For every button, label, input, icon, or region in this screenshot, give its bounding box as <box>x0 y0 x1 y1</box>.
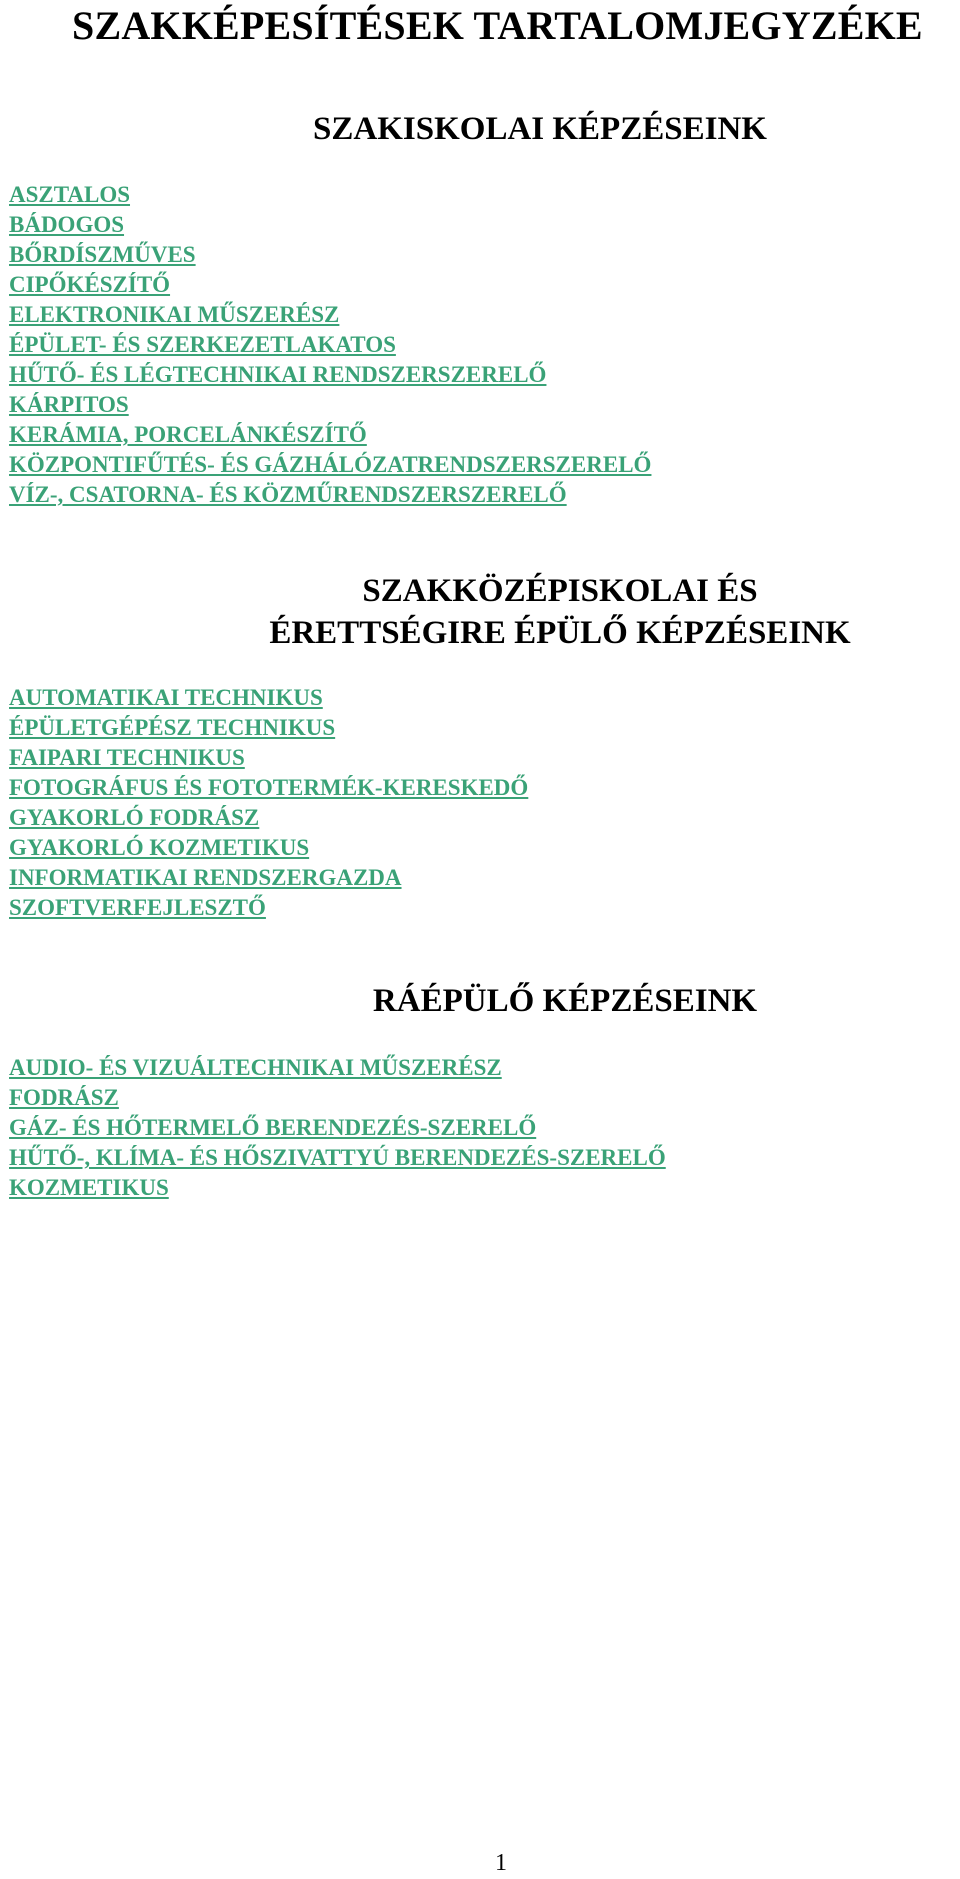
course-link[interactable]: CIPŐKÉSZÍTŐ <box>9 272 171 297</box>
course-link[interactable]: BÁDOGOS <box>9 212 125 237</box>
page-number: 1 <box>495 1850 507 1876</box>
list-item <box>9 1053 666 1083</box>
list-item <box>9 893 528 923</box>
course-link[interactable]: KERÁMIA, PORCELÁNKÉSZÍTŐ <box>9 422 367 447</box>
course-link[interactable]: KÖZPONTIFŰTÉS- ÉS GÁZHÁLÓZATRENDSZERSZERELŐ <box>9 452 652 477</box>
course-link[interactable]: SZOFTVERFEJLESZTŐ <box>9 895 266 920</box>
course-link[interactable]: INFORMATIKAI RENDSZERGAZDA <box>9 865 402 890</box>
list-item <box>9 683 528 713</box>
list-item <box>9 1083 666 1113</box>
course-link[interactable]: FOTOGRÁFUS ÉS FOTOTERMÉK-KERESKEDŐ <box>9 775 529 800</box>
course-list-raepulo <box>9 1053 666 1203</box>
list-item <box>9 1113 666 1143</box>
section-heading-line: SZAKKÖZÉPISKOLAI ÉS <box>362 573 758 609</box>
course-link[interactable]: VÍZ-, CSATORNA- ÉS KÖZMŰRENDSZERSZERELŐ <box>9 482 567 507</box>
course-link[interactable]: BŐRDÍSZMŰVES <box>9 242 196 267</box>
list-item <box>9 300 651 330</box>
course-link[interactable]: HŰTŐ- ÉS LÉGTECHNIKAI RENDSZERSZERELŐ <box>9 362 547 387</box>
course-link[interactable]: ÉPÜLET- ÉS SZERKEZETLAKATOS <box>9 332 396 357</box>
course-link[interactable]: FAIPARI TECHNIKUS <box>9 745 245 770</box>
course-list-szakiskolai <box>9 180 651 510</box>
list-item <box>9 480 651 510</box>
list-item <box>9 420 651 450</box>
list-item <box>9 863 528 893</box>
list-item <box>9 713 528 743</box>
list-item <box>9 803 528 833</box>
list-item <box>9 1143 666 1173</box>
course-link[interactable]: GÁZ- ÉS HŐTERMELŐ BERENDEZÉS-SZERELŐ <box>9 1115 537 1140</box>
section-heading-raepulo: RÁÉPÜLŐ KÉPZÉSEINK <box>372 983 758 1019</box>
course-link[interactable]: ASZTALOS <box>9 182 131 207</box>
course-link[interactable]: ELEKTRONIKAI MŰSZERÉSZ <box>9 302 340 327</box>
course-link[interactable]: AUTOMATIKAI TECHNIKUS <box>9 685 323 710</box>
list-item <box>9 450 651 480</box>
list-item <box>9 390 651 420</box>
course-link[interactable]: ÉPÜLETGÉPÉSZ TECHNIKUS <box>9 715 336 740</box>
list-item <box>9 180 651 210</box>
list-item <box>9 743 528 773</box>
course-link[interactable]: KOZMETIKUS <box>9 1175 169 1200</box>
course-link[interactable]: HŰTŐ-, KLÍMA- ÉS HŐSZIVATTYÚ BERENDEZÉS-SZERELŐ <box>9 1145 666 1170</box>
section-heading-szakkozepiskolai <box>235 570 885 654</box>
section-heading-szakiskolai: SZAKISKOLAI KÉPZÉSEINK <box>313 111 767 147</box>
course-link[interactable]: GYAKORLÓ FODRÁSZ <box>9 805 260 830</box>
course-list-szakkozepiskolai <box>9 683 528 923</box>
course-link[interactable]: KÁRPITOS <box>9 392 129 417</box>
list-item <box>9 270 651 300</box>
list-item <box>9 833 528 863</box>
course-link[interactable]: GYAKORLÓ KOZMETIKUS <box>9 835 310 860</box>
list-item <box>9 360 651 390</box>
list-item <box>9 210 651 240</box>
list-item <box>9 1173 666 1203</box>
page-title: SZAKKÉPESÍTÉSEK TARTALOMJEGYZÉKE <box>72 3 923 48</box>
course-link[interactable]: AUDIO- ÉS VIZUÁLTECHNIKAI MŰSZERÉSZ <box>9 1055 502 1080</box>
section-heading-line: ÉRETTSÉGIRE ÉPÜLŐ KÉPZÉSEINK <box>269 615 851 651</box>
list-item <box>9 773 528 803</box>
list-item <box>9 240 651 270</box>
list-item <box>9 330 651 360</box>
course-link[interactable]: FODRÁSZ <box>9 1085 119 1110</box>
